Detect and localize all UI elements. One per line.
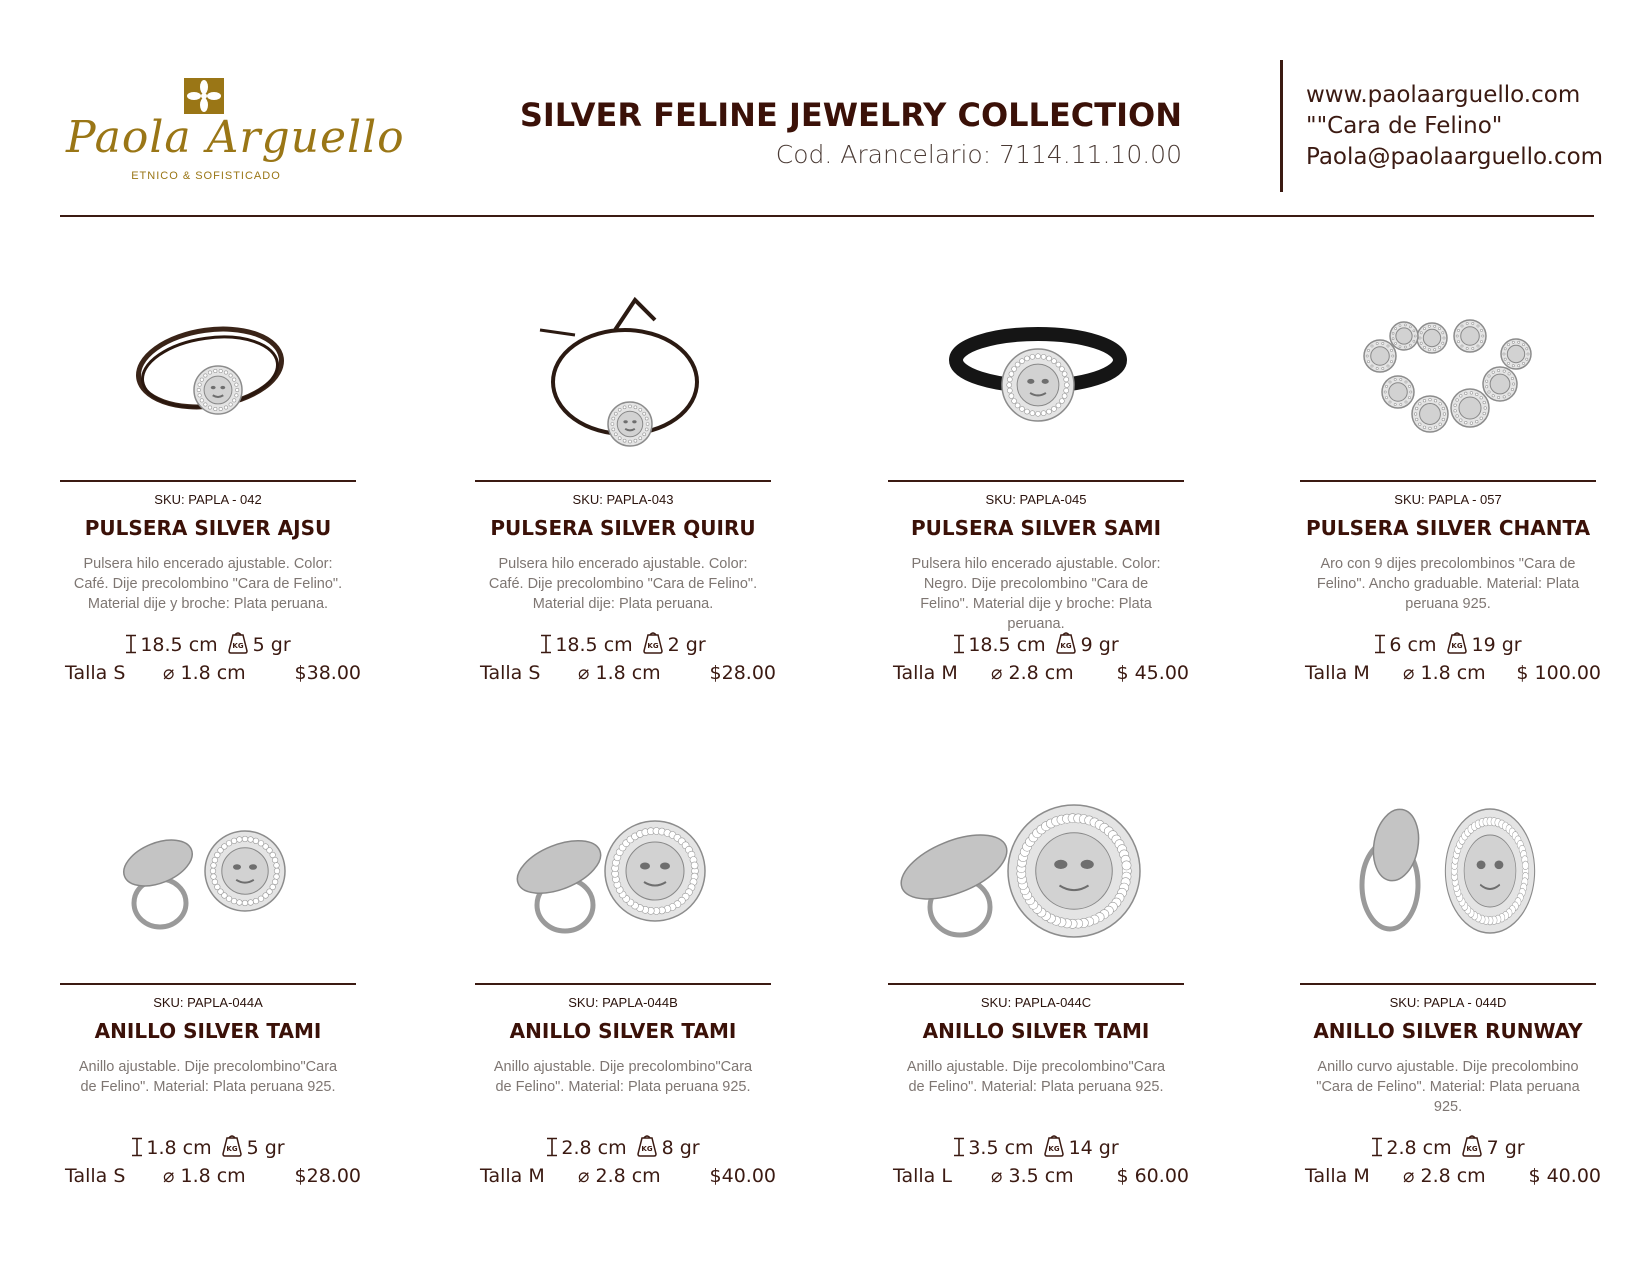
product-specs <box>60 630 356 656</box>
weight-icon <box>635 1133 659 1157</box>
header-rule <box>60 215 1594 217</box>
product-specs <box>60 1133 356 1159</box>
weight-icon <box>641 630 665 654</box>
header-divider <box>1280 60 1283 192</box>
length-icon <box>125 634 137 654</box>
product-weight: 7 gr <box>1486 1137 1525 1159</box>
card-rule <box>888 983 1184 985</box>
product-name: PULSERA SILVER QUIRU <box>490 516 756 540</box>
product-description: Pulsera hilo encerado ajustable. Color: Café. Dije precolombino "Cara de Felino". Material dije y broche: Plata peruana. <box>73 556 343 612</box>
product-price: $ 45.00 <box>1116 662 1189 684</box>
length-icon <box>953 634 965 654</box>
contact-block <box>1306 80 1603 173</box>
product-length: 2.8 cm <box>1386 1137 1452 1159</box>
card-rule <box>888 480 1184 482</box>
product-weight: 5 gr <box>246 1137 285 1159</box>
length-icon <box>1374 634 1386 654</box>
product-price: $40.00 <box>709 1165 776 1187</box>
product-specs <box>475 1133 771 1159</box>
product-diameter: ⌀ 1.8 cm <box>578 662 661 684</box>
product-image <box>1300 290 1600 470</box>
svg-text:KG: KG <box>232 642 244 650</box>
product-size: Talla S <box>65 662 126 684</box>
product-size: Talla M <box>480 1165 545 1187</box>
length-icon <box>953 1137 965 1157</box>
product-weight: 2 gr <box>667 634 706 656</box>
brand-name: Paola Arguello <box>66 112 405 163</box>
product-length: 2.8 cm <box>561 1137 627 1159</box>
product-name: PULSERA SILVER SAMI <box>910 516 1162 540</box>
product-sku: SKU: PAPLA - 044D <box>1389 995 1507 1010</box>
product-specs <box>888 1133 1184 1159</box>
product-sku: SKU: PAPLA-045 <box>985 492 1087 507</box>
product-price: $38.00 <box>294 662 361 684</box>
flower-logo-icon <box>184 78 224 114</box>
brand-logo <box>66 78 405 188</box>
product-sku: SKU: PAPLA - 057 <box>1394 492 1502 507</box>
product-size: Talla S <box>480 662 541 684</box>
bracelet-black-icon <box>888 290 1188 470</box>
product-length: 3.5 cm <box>968 1137 1034 1159</box>
product-weight: 8 gr <box>661 1137 700 1159</box>
product-price: $28.00 <box>709 662 776 684</box>
product-length: 18.5 cm <box>555 634 633 656</box>
bracelet-cord-icon <box>475 290 775 470</box>
product-description: Anillo ajustable. Dije precolombino"Cara de Felino". Material: Plata peruana 925. <box>906 1059 1166 1095</box>
weight-icon <box>1042 1133 1066 1157</box>
product-price: $ 100.00 <box>1516 662 1601 684</box>
length-icon <box>1371 1137 1383 1157</box>
svg-text:KG: KG <box>641 1145 653 1153</box>
tariff-code: Cod. Arancelario: 7114.11.10.00 <box>775 140 1182 169</box>
website-link[interactable]: www.paolaarguello.com <box>1306 82 1581 108</box>
product-price: $28.00 <box>294 1165 361 1187</box>
length-icon <box>540 634 552 654</box>
product-description: Aro con 9 dijes precolombinos "Cara de Felino". Ancho graduable. Material: Plata peruana 925. <box>1316 556 1580 612</box>
length-icon <box>546 1137 558 1157</box>
product-image <box>60 793 360 973</box>
product-length: 6 cm <box>1389 634 1437 656</box>
product-price: $ 60.00 <box>1116 1165 1189 1187</box>
brand-tagline: ETNICO & SOFISTICADO <box>131 170 281 182</box>
product-length: 1.8 cm <box>146 1137 212 1159</box>
product-name: ANILLO SILVER TAMI <box>94 1019 322 1043</box>
product-description: Anillo ajustable. Dije precolombino"Cara de Felino". Material: Plata peruana 925. <box>78 1059 338 1095</box>
product-size: Talla S <box>65 1165 126 1187</box>
product-sku: SKU: PAPLA-044C <box>980 995 1092 1010</box>
product-size: Talla L <box>893 1165 952 1187</box>
weight-icon <box>220 1133 244 1157</box>
product-name: PULSERA SILVER AJSU <box>84 516 332 540</box>
product-size: Talla M <box>1305 662 1370 684</box>
product-name: PULSERA SILVER CHANTA <box>1305 516 1591 540</box>
weight-icon <box>1445 630 1469 654</box>
page-title: SILVER FELINE JEWELRY COLLECTION <box>519 96 1182 134</box>
bracelet-brown-icon <box>60 290 360 470</box>
product-specs <box>475 630 771 656</box>
svg-text:KG: KG <box>647 642 659 650</box>
svg-text:KG: KG <box>1466 1145 1478 1153</box>
product-image <box>475 793 775 973</box>
weight-icon <box>1460 1133 1484 1157</box>
product-weight: 14 gr <box>1068 1137 1119 1159</box>
product-diameter: ⌀ 1.8 cm <box>163 1165 246 1187</box>
product-size: Talla M <box>1305 1165 1370 1187</box>
product-diameter: ⌀ 2.8 cm <box>1403 1165 1486 1187</box>
svg-text:KG: KG <box>1060 642 1072 650</box>
product-sku: SKU: PAPLA-044A <box>153 995 263 1010</box>
product-specs <box>1300 1133 1596 1159</box>
product-length: 18.5 cm <box>140 634 218 656</box>
collection-slogan: ""Cara de Felino" <box>1306 113 1503 139</box>
product-diameter: ⌀ 3.5 cm <box>991 1165 1074 1187</box>
product-specs <box>1300 630 1596 656</box>
bracelet-cuff-icon <box>1300 290 1600 470</box>
card-rule <box>475 983 771 985</box>
ring-oval-icon <box>1300 793 1600 973</box>
product-diameter: ⌀ 1.8 cm <box>1403 662 1486 684</box>
product-diameter: ⌀ 2.8 cm <box>578 1165 661 1187</box>
product-description: Anillo curvo ajustable. Dije precolombino "Cara de Felino". Material: Plata peruana 925. <box>1316 1059 1580 1115</box>
product-name: ANILLO SILVER RUNWAY <box>1313 1019 1583 1043</box>
card-rule <box>60 983 356 985</box>
svg-text:KG: KG <box>1450 642 1463 650</box>
product-description: Pulsera hilo encerado ajustable. Color: Café. Dije precolombino "Cara de Felino". Material dije: Plata peruana. <box>488 556 758 612</box>
card-rule <box>1300 983 1596 985</box>
product-image <box>60 290 360 470</box>
product-diameter: ⌀ 2.8 cm <box>991 662 1074 684</box>
product-description: Anillo ajustable. Dije precolombino"Cara de Felino". Material: Plata peruana 925. <box>493 1059 753 1095</box>
product-diameter: ⌀ 1.8 cm <box>163 662 246 684</box>
product-image <box>1300 793 1600 973</box>
ring-small-icon <box>60 793 360 973</box>
product-size: Talla M <box>893 662 958 684</box>
ring-large-icon <box>888 793 1188 973</box>
product-sku: SKU: PAPLA-043 <box>572 492 674 507</box>
ring-medium-icon <box>475 793 775 973</box>
product-weight: 19 gr <box>1471 634 1522 656</box>
product-weight: 9 gr <box>1080 634 1119 656</box>
weight-icon <box>226 630 250 654</box>
product-sku: SKU: PAPLA - 042 <box>154 492 262 507</box>
product-length: 18.5 cm <box>968 634 1046 656</box>
weight-icon <box>1054 630 1078 654</box>
product-image <box>475 290 775 470</box>
product-name: ANILLO SILVER TAMI <box>509 1019 737 1043</box>
svg-text:KG: KG <box>1047 1145 1060 1153</box>
product-specs <box>888 630 1184 656</box>
product-sku: SKU: PAPLA-044B <box>568 995 678 1010</box>
product-weight: 5 gr <box>252 634 291 656</box>
card-rule <box>1300 480 1596 482</box>
product-name: ANILLO SILVER TAMI <box>922 1019 1150 1043</box>
product-image <box>888 793 1188 973</box>
email-link[interactable]: Paola@paolaarguello.com <box>1306 144 1604 170</box>
card-rule <box>60 480 356 482</box>
product-image <box>888 290 1188 470</box>
product-price: $ 40.00 <box>1528 1165 1601 1187</box>
card-rule <box>475 480 771 482</box>
svg-text:KG: KG <box>226 1145 238 1153</box>
product-description: Pulsera hilo encerado ajustable. Color: Negro. Dije precolombino "Cara de Felino". Material dije y broche: Plata peruana. <box>911 556 1161 632</box>
length-icon <box>131 1137 143 1157</box>
